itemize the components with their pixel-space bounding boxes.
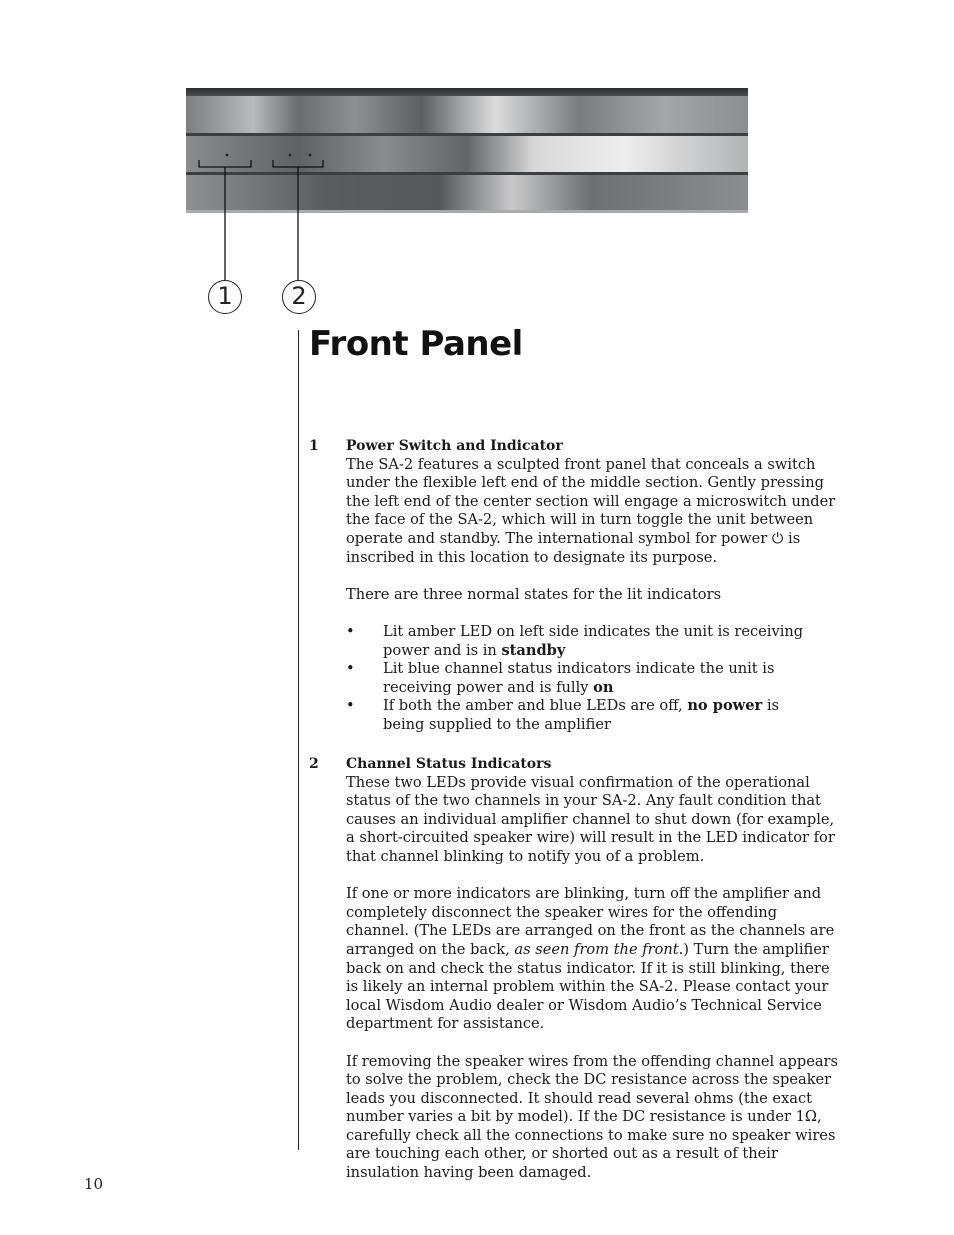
body-paragraph	[346, 885, 844, 1034]
vertical-rule	[298, 330, 299, 1150]
bullet-text: Lit amber LED on left side indicates the unit is receiving power and is in	[383, 622, 804, 659]
italic-text: as seen from the front	[514, 940, 679, 958]
list-item	[346, 623, 813, 660]
body-paragraph: If removing the speaker wires from the offending channel appears to solve the problem, check the DC resistance across the speaker leads you disconnected. It should read several ohms (the exact number varies a bit by model). If the DC resistance is under 1Ω, carefully check all the connections to make sure no speaker wires are touching each other, or shorted out as a result of their insulation having been damaged.	[346, 1052, 838, 1182]
section-heading: Channel Status Indicators	[346, 756, 552, 772]
bullet: •	[346, 697, 355, 715]
bullet: •	[346, 622, 355, 640]
text-run: If one or more indicators are blinking, turn off the amplifier and completely disconnect the speaker wires for the offending channel. (The LEDs are arranged on the front as the channels are arranged on the back,	[346, 885, 835, 958]
body-paragraph: These two LEDs provide visual confirmation of the operational status of the two channels in your SA-2. Any fault condition that causes an individual amplifier channel to shut down (for example, a short-circuited speaker wire) will result in the LED indicator for that channel blinking to notify you of a problem.	[346, 773, 835, 865]
item-number-1: 1	[309, 438, 319, 454]
callout-2: 2	[282, 280, 316, 314]
bullet-bold-text: standby	[501, 641, 566, 659]
list-item	[346, 660, 803, 697]
list-item	[346, 697, 793, 734]
callout-leader-lines	[0, 0, 954, 300]
page-title: Front Panel	[309, 324, 523, 364]
section-heading: Power Switch and Indicator	[346, 438, 563, 454]
bullet-bold-text: on	[593, 678, 614, 696]
section-power-switch	[346, 437, 844, 753]
callout-1: 1	[208, 280, 242, 314]
indicator-states-list	[346, 623, 844, 735]
body-paragraph: The SA-2 features a sculpted front panel that conceals a switch under the flexible left end of the middle section. Gently pressing the left end of the center section will engage a microswitch under the face of the SA-2, which will in turn toggle the unit between operate and standby. The international symbol for power ⏻ is inscribed in this location to designate its purpose.	[346, 455, 836, 566]
bullet: •	[346, 660, 355, 678]
bullet-text: is being supplied to the amplifier	[383, 697, 780, 733]
page-number: 10	[84, 1175, 104, 1193]
item-number-2: 2	[309, 756, 319, 772]
section-channel-status	[346, 755, 844, 1183]
text-run: .) Turn the amplifier back on and check the status indicator. If it is still blinking, there is likely an internal problem within the SA-2. Please contact your local Wisdom Audio dealer or Wisdom Audio’s Technical Service department for assistance.	[346, 940, 830, 1033]
bullet-text: Lit blue channel status indicators indicate the unit is receiving power and is fully	[383, 660, 775, 696]
body-paragraph: There are three normal states for the lit indicators	[346, 585, 722, 603]
bullet-bold-text: no power	[687, 697, 763, 715]
bullet-text: If both the amber and blue LEDs are off,	[383, 697, 688, 715]
